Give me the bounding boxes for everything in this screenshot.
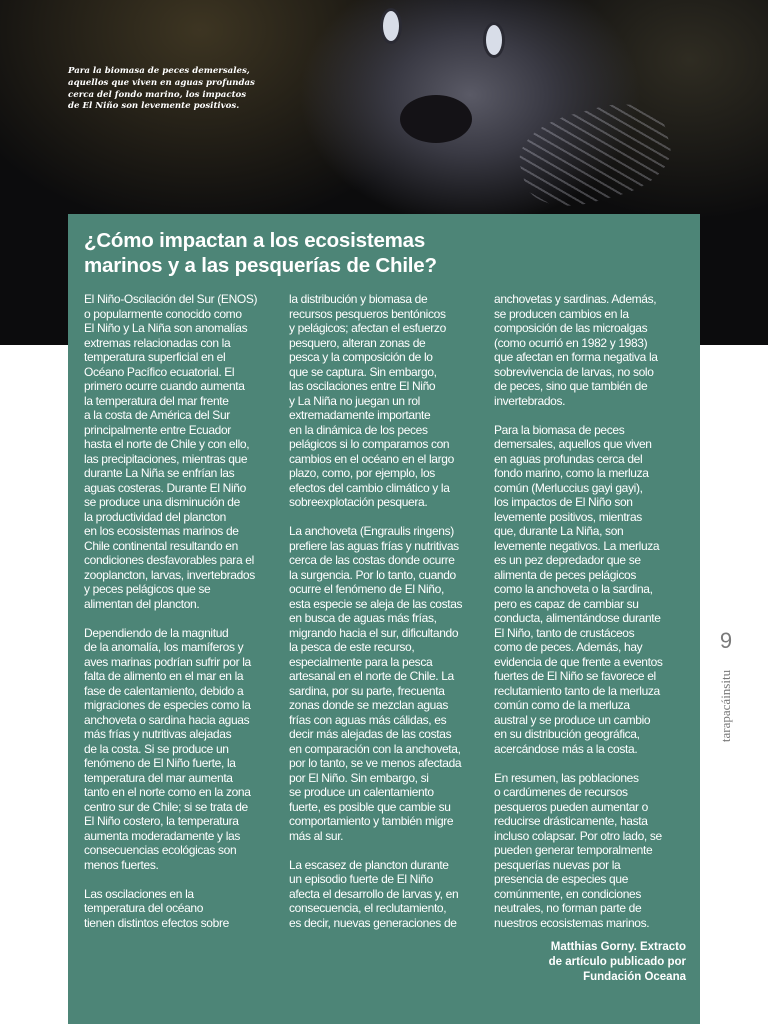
article-column-2 (289, 292, 487, 945)
article-column-1 (84, 292, 282, 945)
page-number: 9 (719, 628, 733, 653)
paragraph: El Niño-Oscilación del Sur (ENOS) o popularmente conocido como El Niño y La Niña son anomalías extremas relacionadas con la temperatura superficial en el Océano Pacífico ecuatorial. El primero ocurre cuando aumenta la temperatura del mar frente a la costa de América del Sur principalmente entre Ecuador hasta el norte de Chile y con ello, las precipitaciones, mientras que durante La Niña se enfrían las aguas costeras. Durante El Niño se produce una disminución de la productividad del plancton en los ecosistemas marinos de Chile continental resultando en condiciones desfavorables para el zooplancton, larvas, invertebrados y peces pelágicos que se alimentan del plancton. (84, 292, 258, 611)
magazine-name: tarapacáinsitu (718, 669, 733, 743)
paragraph: Para la biomasa de peces demersales, aquellos que viven en aguas profundas cerca del fondo marino, como la merluza común (Merluccius gayi gayi), los impactos de El Niño son levemente positivos, mientras que, durante La Niña, son levemente negativos. La merluza es un pez depredador que se alimenta de peces pelágicos como la anchoveta o la sardina, pero es capaz de cambiar su conducta, alimentándose durante El Niño, tanto de crustáceos como de peces. Además, hay evidencia de que frente a eventos fuertes de El Niño se favorece el reclutamiento tanto de la merluza común como de la merluza austral y se produce un cambio en su distribución geográfica, acercándose más a la costa. (494, 422, 663, 756)
paragraph: La anchoveta (Engraulis ringens) prefiere las aguas frías y nutritivas cerca de las costas donde ocurre la surgencia. Por lo tanto, cuando ocurre el fenómeno de El Niño, esta especie se aleja de las costas en busca de aguas más frías, migrando hacia el sur, dificultando la pesca de este recurso, especialmente para la pesca artesanal en el norte de Chile. La sardina, por su parte, frecuenta zonas donde se mezclan aguas frías con aguas más cálidas, es decir más alejadas de las costas en comparación con la anchoveta, por lo tanto, se ve menos afectada por El Niño. Sin embargo, si se produce un calentamiento fuerte, es posible que cambie su comportamiento y también migre más al sur. (289, 524, 463, 843)
paragraph: En resumen, las poblaciones o cardúmenes de recursos pesqueros pueden aumentar o reducirse drásticamente, hasta incluso colapsar. Por otro lado, se pueden generar temporalmente pesquerías nuevas por la presencia de especies que comúnmente, en condiciones neutrales, no forman parte de nuestros ecosistemas marinos. (494, 770, 662, 930)
paragraph: la distribución y biomasa de recursos pesqueros bentónicos y pelágicos; afectan el esfuerzo pesquero, alteran zonas de pesca y la composición de lo que se captura. Sin embargo, las oscilaciones entre El Niño y La Niña no juegan un rol extremadamente importante en la dinámica de los peces pelágicos si lo comparamos con cambios en el océano en el largo plazo, como, por ejemplo, los efectos del cambio climático y la sobreexplotación pesquera. (289, 292, 454, 509)
eel-mouth (400, 95, 472, 143)
page-folio (714, 628, 738, 743)
eel-eye-left (380, 8, 402, 44)
paragraph: La escasez de plancton durante un episodio fuerte de El Niño afecta el desarrollo de larvas y, en consecuencia, el reclutamiento, es decir, nuevas generaciones de (289, 857, 459, 930)
paragraph: Las oscilaciones en la temperatura del océano tienen distintos efectos sobre (84, 886, 229, 930)
paragraph: anchovetas y sardinas. Además, se producen cambios en la composición de las microalgas (como ocurrió en 1982 y 1983) que afectan en forma negativa la sobrevivencia de larvas, no solo de peces, sino que también de invertebrados. (494, 292, 658, 408)
shrimp-figure (511, 92, 679, 218)
article-credit: Matthias Gorny. Extracto de artículo publicado por Fundación Oceana (548, 941, 686, 983)
article-column-3 (494, 292, 692, 945)
photo-caption: Para la biomasa de peces demersales, aquellos que viven en aguas profundas cerca del fondo marino, los impactos de El Niño son levemente positivos. (68, 66, 255, 112)
article-title: ¿Cómo impactan a los ecosistemas marinos y a las pesquerías de Chile? (84, 229, 437, 277)
eel-eye-right (483, 22, 505, 58)
paragraph: Dependiendo de la magnitud de la anomalía, los mamíferos y aves marinas podrían sufrir por la falta de alimento en el mar en la fase de calentamiento, debido a migraciones de especies como la anchoveta o sardina hacia aguas más frías y nutritivas alejadas de la costa. Si se produce un fenómeno de El Niño fuerte, la temperatura del mar aumenta tanto en el norte como en la zona centro sur de Chile; si se trata de El Niño costero, la temperatura aumenta moderadamente y las consecuencias ecológicas son menos fuertes. (84, 625, 251, 872)
